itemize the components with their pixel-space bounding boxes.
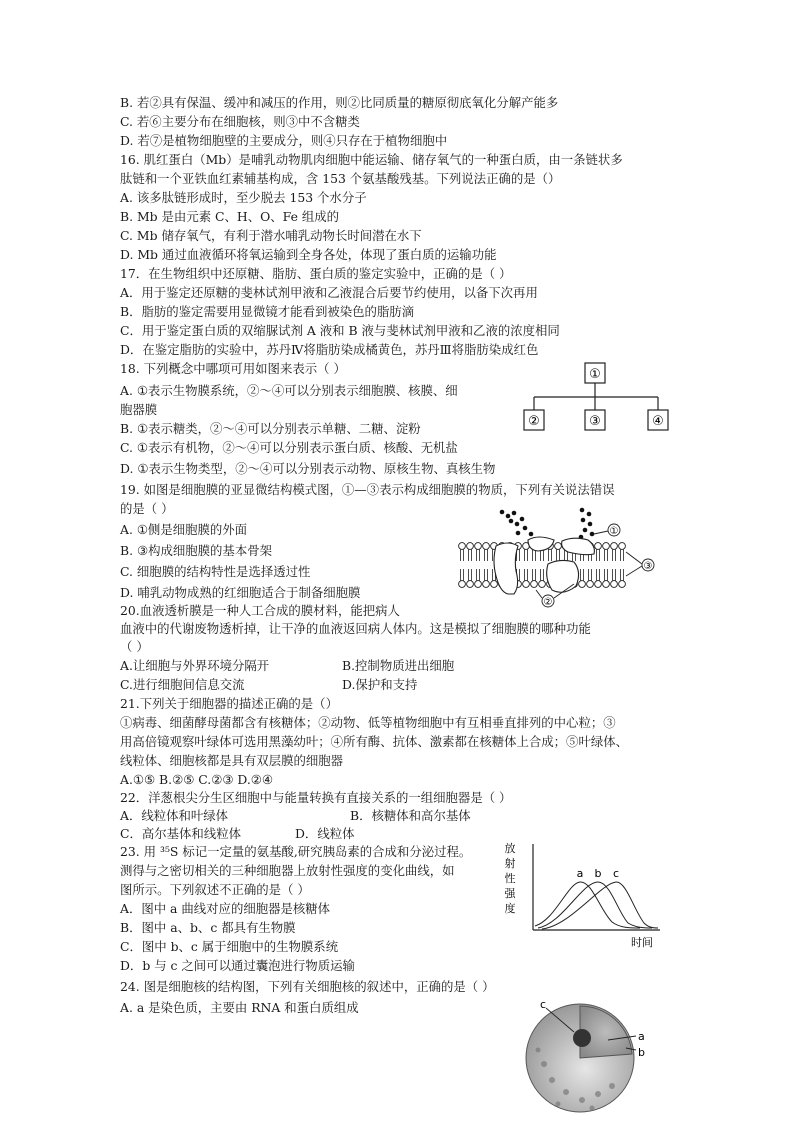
q15-option-c: C. 若⑥主要分布在细胞核，则③中不含糖类 <box>120 114 360 129</box>
lipid-head <box>523 581 530 588</box>
q23-stem-line2: 测得与之密切相关的三种细胞器上放射性强度的变化曲线，如 <box>120 863 455 878</box>
nucleolus <box>573 1029 591 1047</box>
q16-option-b: B. Mb 是由元素 C、H、O、Fe 组成的 <box>120 209 340 224</box>
curve-b <box>538 882 652 928</box>
q21-items-line1: ①病毒、细菌酵母菌都含有核糖体；②动物、低等植物细胞中有互相垂直排列的中心粒；③ <box>120 715 616 730</box>
q21-items-line2: 用高倍镜观察叶绿体可选用黑藻幼叶；④所有酶、抗体、激素都在核糖体上合成；⑤叶绿体、 <box>120 734 629 749</box>
q16-option-c: C. Mb 储存氧气，有利于潜水哺乳动物长时间潜在水下 <box>120 228 422 243</box>
curve-a <box>535 882 640 928</box>
label-c: c <box>540 998 547 1011</box>
glycocalyx <box>500 508 595 540</box>
figure-18-concept-tree <box>520 362 680 434</box>
q22-option-c: C．高尔基体和线粒体 <box>120 826 241 841</box>
q22-option-a: A．线粒体和叶绿体 <box>120 808 229 823</box>
q20-stem-line3: （ ） <box>120 639 149 654</box>
lipid-head <box>491 581 498 588</box>
q16-option-a: A. 该多肽链形成时，至少脱去 153 个水分子 <box>120 190 367 205</box>
q23-option-b: B．图中 a、b、c 都具有生物膜 <box>120 920 296 935</box>
box-2-label: ② <box>528 414 540 429</box>
q23-option-d: D．b 与 c 之间可以通过囊泡进行物质运输 <box>120 958 355 973</box>
ylabel-char: 性 <box>504 872 516 885</box>
protein-channel <box>494 543 518 594</box>
q19-option-b: B. ③构成细胞膜的基本骨架 <box>120 543 272 558</box>
figure-23-curves <box>500 838 670 950</box>
lipid-head <box>587 581 594 588</box>
q18-option-c: C. ①表示有机物，②～④可以分别表示蛋白质、核酸、无机盐 <box>120 440 458 455</box>
lipid-head <box>579 581 586 588</box>
q15-option-b: B. 若②具有保温、缓冲和减压的作用，则②比同质量的糖原彻底氧化分解产能多 <box>120 95 559 110</box>
q16-option-d: D. Mb 通过血液循环将氧运输到全身各处，体现了蛋白质的运输功能 <box>120 247 497 262</box>
q19-option-a: A. ①侧是细胞膜的外面 <box>120 522 248 537</box>
q17-option-c: C．用于鉴定蛋白质的双缩脲试剂 A 液和 B 液与斐林试剂甲液和乙液的浓度相同 <box>120 323 560 338</box>
q18-option-b: B. ①表示糖类，②～④可以分别表示单糖、二糖、淀粉 <box>120 421 421 436</box>
lipid-head <box>611 543 618 550</box>
lipid-head <box>459 543 466 550</box>
curve-a-label: a <box>576 867 584 880</box>
lipid-head <box>611 581 618 588</box>
lipid-head <box>595 581 602 588</box>
q23-stem-line1: 23. 用 ³⁵S 标记一定量的氨基酸,研究胰岛素的合成和分泌过程。 <box>120 844 472 859</box>
q18-option-a-line1: A. ①表示生物膜系统，②～④可以分别表示细胞膜、核膜、细 <box>120 383 458 398</box>
q23-option-c: C．图中 b、c 属于细胞中的生物膜系统 <box>120 939 339 954</box>
q20-option-d: D.保护和支持 <box>342 677 418 692</box>
q19-option-c: C. 细胞膜的结构特性是选择透过性 <box>120 564 311 579</box>
lipid-head <box>475 581 482 588</box>
q22-stem: 22．洋葱根尖分生区细胞中与能量转换有直接关系的一组细胞器是（ ） <box>120 790 512 805</box>
label-a: a <box>638 1030 645 1043</box>
q23-option-a: A．图中 a 曲线对应的细胞器是核糖体 <box>120 901 331 916</box>
q17-stem: 17．在生物组织中还原糖、脂肪、蛋白质的鉴定实验中，正确的是（ ） <box>120 266 512 281</box>
q21-options: A.①⑤ B.②⑤ C.②③ D.②④ <box>120 772 274 787</box>
q19-option-d: D. 哺乳动物成熟的红细胞适合于制备细胞膜 <box>120 585 361 600</box>
ylabel-char: 放 <box>504 842 516 855</box>
q16-stem-line2: 肽链和一个亚铁血红素辅基构成，含 153 个氨基酸残基。下列说法正确的是（） <box>120 171 561 186</box>
q19-stem-line1: 19. 如图是细胞膜的亚显微结构模式图，①—③表示构成细胞膜的物质，下列有关说法错误 <box>120 482 615 497</box>
q21-items-line3: 线粒体、细胞核都是具有双层膜的细胞器 <box>120 753 344 768</box>
q20-stem-line2: 血液中的代谢废物透析掉，让干净的血液返回病人体内。这是模拟了细胞膜的哪种功能 <box>120 621 591 636</box>
q18-option-d: D. ①表示生物类型，②～④可以分别表示动物、原核生物、真核生物 <box>120 461 496 476</box>
lipid-head <box>475 543 482 550</box>
curve-c-label: c <box>612 867 620 880</box>
lipid-head <box>467 581 474 588</box>
curve-c <box>542 882 658 929</box>
ylabel-char: 射 <box>504 857 516 870</box>
figure-19-cell-membrane <box>456 506 661 606</box>
curve-b-label: b <box>594 867 602 880</box>
lipid-head <box>531 581 538 588</box>
lipid-head <box>619 543 626 550</box>
q18-option-a-line2: 胞器膜 <box>120 402 158 417</box>
protein-glyco <box>562 538 595 554</box>
y-axis-label <box>505 842 517 915</box>
q17-option-d: D．在鉴定脂肪的实验中，苏丹Ⅳ将脂肪染成橘黄色，苏丹Ⅲ将脂肪染成红色 <box>120 342 539 357</box>
q22-option-b: B．核糖体和高尔基体 <box>350 808 471 823</box>
ylabel-char: 强 <box>504 887 516 900</box>
box-4-label: ④ <box>652 414 664 429</box>
q18-stem: 18. 下列概念中哪项可用如图来表示（ ） <box>120 361 346 376</box>
q17-option-a: A．用于鉴定还原糖的斐林试剂甲液和乙液混合后要节约使用，以备下次再用 <box>120 285 538 300</box>
box-3-label: ③ <box>589 414 601 429</box>
label-3: ③ <box>643 561 653 572</box>
lipid-head <box>483 543 490 550</box>
label-b: b <box>638 1046 645 1059</box>
q15-option-d: D. 若⑦是植物细胞壁的主要成分，则④只存在于植物细胞中 <box>120 133 448 148</box>
x-axis-label: 时间 <box>631 936 653 949</box>
q19-stem-line2: 的是（ ） <box>120 501 174 516</box>
q20-option-b: B.控制物质进出细胞 <box>342 658 455 673</box>
protein-embedded <box>547 560 579 592</box>
q20-option-c: C.进行细胞间信息交流 <box>120 677 245 692</box>
q16-stem-line1: 16. 肌红蛋白（Mb）是哺乳动物肌肉细胞中能运输、储存氧气的一种蛋白质，由一条链状多 <box>120 152 623 167</box>
lipid-head <box>459 581 466 588</box>
lipid-head <box>555 543 562 550</box>
ylabel-char: 度 <box>504 902 516 915</box>
q22-option-d: D．线粒体 <box>295 826 355 841</box>
q21-stem: 21.下列关于细胞器的描述正确的是（） <box>120 696 338 711</box>
label-1: ① <box>609 526 619 537</box>
lipid-head <box>603 543 610 550</box>
figure-24-nucleus <box>522 994 672 1118</box>
lipid-head <box>619 581 626 588</box>
lipid-head <box>483 581 490 588</box>
label-2: ② <box>543 597 553 608</box>
box-1-label: ① <box>589 367 601 382</box>
q23-stem-line3: 图所示。下列叙述不正确的是（ ） <box>120 882 310 897</box>
lipid-head <box>539 581 546 588</box>
q20-stem-line1: 20.血液透析膜是一种人工合成的膜材料，能把病人 <box>120 603 400 618</box>
q24-stem: 24. 图是细胞核的结构图，下列有关细胞核的叙述中，正确的是（ ） <box>120 979 495 994</box>
q17-option-b: B．脂肪的鉴定需要用显微镜才能看到被染色的脂肪滴 <box>120 304 415 319</box>
lipid-head <box>603 581 610 588</box>
lipid-head <box>467 543 474 550</box>
q24-option-a: A. a 是染色质，主要由 RNA 和蛋白质组成 <box>120 1000 359 1015</box>
lipid-head <box>595 543 602 550</box>
q20-option-a: A.让细胞与外界环境分隔开 <box>120 658 270 673</box>
